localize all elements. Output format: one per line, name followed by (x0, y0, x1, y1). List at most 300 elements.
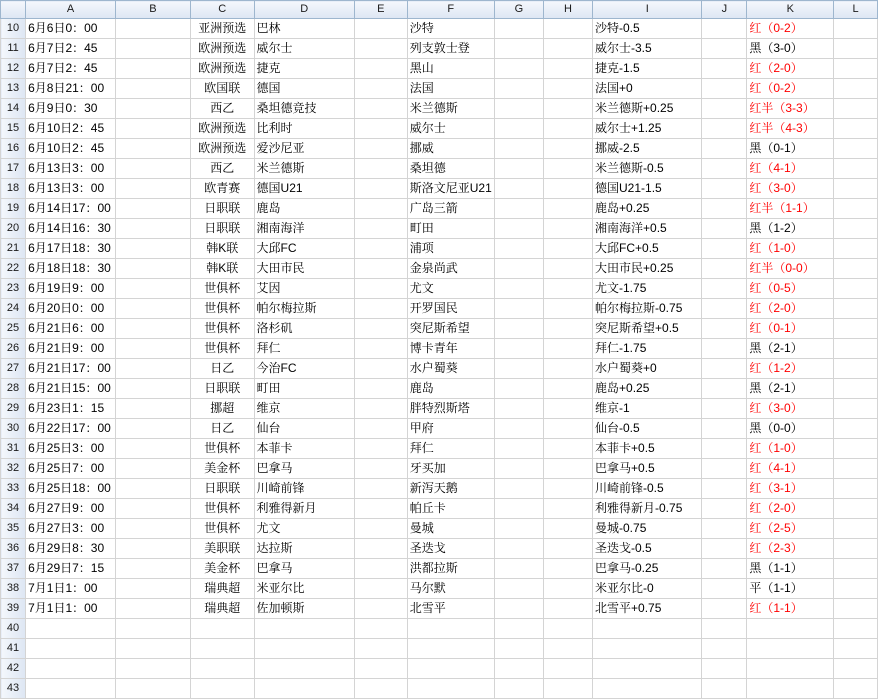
cell-handicap[interactable]: 法国+0 (593, 79, 702, 99)
cell-empty-b[interactable] (116, 659, 191, 679)
cell-away-team[interactable]: 米兰德斯 (407, 99, 494, 119)
cell-empty-b[interactable] (116, 219, 191, 239)
cell-league[interactable]: 挪超 (190, 399, 254, 419)
cell-empty-g[interactable] (494, 199, 543, 219)
cell-away-team[interactable]: 鹿岛 (407, 379, 494, 399)
table-row[interactable] (1, 279, 878, 299)
cell-handicap[interactable]: 北雪平+0.75 (593, 599, 702, 619)
cell-empty-e[interactable] (354, 479, 407, 499)
cell-home-team[interactable]: 利雅得新月 (254, 499, 354, 519)
cell-empty-b[interactable] (116, 379, 191, 399)
row-header[interactable]: 25 (1, 319, 26, 339)
table-row[interactable] (1, 59, 878, 79)
cell-empty-g[interactable] (494, 359, 543, 379)
cell-empty-l[interactable] (834, 299, 878, 319)
cell-empty-j[interactable] (702, 619, 747, 639)
cell-league[interactable]: 西乙 (190, 99, 254, 119)
table-row[interactable] (1, 619, 878, 639)
cell-date[interactable]: 6月23日1：15 (26, 399, 116, 419)
cell-result[interactable] (747, 679, 834, 699)
cell-date[interactable]: 6月7日2：45 (26, 59, 116, 79)
cell-home-team[interactable]: 今治FC (254, 359, 354, 379)
cell-empty-b[interactable] (116, 259, 191, 279)
cell-empty-l[interactable] (834, 79, 878, 99)
cell-away-team[interactable]: 新泻天鹅 (407, 479, 494, 499)
table-row[interactable] (1, 139, 878, 159)
cell-empty-h[interactable] (543, 259, 592, 279)
table-row[interactable] (1, 299, 878, 319)
cell-home-team[interactable]: 爱沙尼亚 (254, 139, 354, 159)
cell-empty-h[interactable] (543, 559, 592, 579)
cell-empty-h[interactable] (543, 279, 592, 299)
row-header[interactable]: 32 (1, 459, 26, 479)
cell-empty-g[interactable] (494, 339, 543, 359)
table-row[interactable] (1, 239, 878, 259)
cell-empty-b[interactable] (116, 319, 191, 339)
cell-handicap[interactable]: 米兰德斯-0.5 (593, 159, 702, 179)
cell-empty-e[interactable] (354, 119, 407, 139)
cell-empty-e[interactable] (354, 499, 407, 519)
cell-empty-e[interactable] (354, 339, 407, 359)
cell-empty-e[interactable] (354, 139, 407, 159)
cell-date[interactable]: 6月22日17：00 (26, 419, 116, 439)
table-row[interactable] (1, 159, 878, 179)
cell-handicap[interactable]: 德国U21-1.5 (593, 179, 702, 199)
cell-result[interactable]: 红（2-0） (747, 299, 834, 319)
cell-empty-e[interactable] (354, 579, 407, 599)
cell-empty-e[interactable] (354, 179, 407, 199)
cell-empty-l[interactable] (834, 679, 878, 699)
cell-empty-h[interactable] (543, 459, 592, 479)
cell-empty-j[interactable] (702, 479, 747, 499)
cell-result[interactable]: 红（0-2） (747, 19, 834, 39)
cell-empty-e[interactable] (354, 439, 407, 459)
cell-empty-b[interactable] (116, 559, 191, 579)
cell-league[interactable]: 瑞典超 (190, 579, 254, 599)
cell-result[interactable] (747, 659, 834, 679)
cell-empty-h[interactable] (543, 239, 592, 259)
column-header-B[interactable]: B (116, 1, 191, 19)
cell-empty-b[interactable] (116, 459, 191, 479)
row-header[interactable]: 37 (1, 559, 26, 579)
cell-date[interactable]: 6月10日2：45 (26, 119, 116, 139)
cell-empty-j[interactable] (702, 679, 747, 699)
cell-handicap[interactable]: 米兰德斯+0.25 (593, 99, 702, 119)
cell-home-team[interactable]: 巴拿马 (254, 559, 354, 579)
cell-empty-g[interactable] (494, 419, 543, 439)
row-header[interactable]: 34 (1, 499, 26, 519)
cell-empty-h[interactable] (543, 579, 592, 599)
cell-empty-b[interactable] (116, 479, 191, 499)
cell-home-team[interactable]: 帕尔梅拉斯 (254, 299, 354, 319)
cell-empty-b[interactable] (116, 399, 191, 419)
cell-league[interactable]: 日职联 (190, 379, 254, 399)
cell-away-team[interactable] (407, 619, 494, 639)
cell-handicap[interactable]: 尤文-1.75 (593, 279, 702, 299)
cell-empty-h[interactable] (543, 499, 592, 519)
cell-empty-e[interactable] (354, 199, 407, 219)
row-header[interactable]: 17 (1, 159, 26, 179)
cell-league[interactable]: 欧洲预选 (190, 39, 254, 59)
cell-league[interactable]: 欧国联 (190, 79, 254, 99)
cell-result[interactable]: 红（0-2） (747, 79, 834, 99)
cell-date[interactable] (26, 659, 116, 679)
cell-empty-l[interactable] (834, 59, 878, 79)
cell-empty-g[interactable] (494, 499, 543, 519)
cell-league[interactable]: 世俱杯 (190, 339, 254, 359)
cell-handicap[interactable]: 拜仁-1.75 (593, 339, 702, 359)
cell-result[interactable]: 黑（1-2） (747, 219, 834, 239)
cell-empty-e[interactable] (354, 619, 407, 639)
cell-empty-l[interactable] (834, 119, 878, 139)
table-row[interactable] (1, 39, 878, 59)
cell-empty-j[interactable] (702, 539, 747, 559)
cell-empty-l[interactable] (834, 539, 878, 559)
cell-date[interactable]: 6月10日2：45 (26, 139, 116, 159)
cell-league[interactable]: 日职联 (190, 199, 254, 219)
cell-empty-h[interactable] (543, 639, 592, 659)
cell-away-team[interactable]: 洪都拉斯 (407, 559, 494, 579)
cell-empty-e[interactable] (354, 19, 407, 39)
cell-empty-h[interactable] (543, 659, 592, 679)
column-header-I[interactable]: I (593, 1, 702, 19)
cell-result[interactable]: 红半（1-1） (747, 199, 834, 219)
cell-empty-b[interactable] (116, 519, 191, 539)
cell-empty-l[interactable] (834, 399, 878, 419)
cell-date[interactable]: 6月19日9：00 (26, 279, 116, 299)
cell-empty-l[interactable] (834, 319, 878, 339)
column-header-L[interactable]: L (834, 1, 878, 19)
cell-result[interactable] (747, 619, 834, 639)
column-header-H[interactable]: H (543, 1, 592, 19)
table-row[interactable] (1, 439, 878, 459)
cell-empty-g[interactable] (494, 39, 543, 59)
cell-home-team[interactable]: 鹿岛 (254, 199, 354, 219)
cell-league[interactable] (190, 619, 254, 639)
cell-empty-b[interactable] (116, 579, 191, 599)
cell-date[interactable]: 6月14日16：30 (26, 219, 116, 239)
cell-empty-b[interactable] (116, 139, 191, 159)
cell-empty-g[interactable] (494, 179, 543, 199)
cell-away-team[interactable]: 黑山 (407, 59, 494, 79)
cell-empty-g[interactable] (494, 299, 543, 319)
cell-empty-h[interactable] (543, 479, 592, 499)
cell-empty-g[interactable] (494, 319, 543, 339)
cell-date[interactable]: 6月21日17：00 (26, 359, 116, 379)
row-header[interactable]: 31 (1, 439, 26, 459)
cell-empty-b[interactable] (116, 599, 191, 619)
cell-date[interactable]: 6月21日9：00 (26, 339, 116, 359)
cell-away-team[interactable]: 拜仁 (407, 439, 494, 459)
cell-empty-e[interactable] (354, 419, 407, 439)
table-row[interactable] (1, 399, 878, 419)
cell-result[interactable]: 红半（3-3） (747, 99, 834, 119)
cell-empty-g[interactable] (494, 19, 543, 39)
row-header[interactable]: 41 (1, 639, 26, 659)
cell-handicap[interactable]: 鹿岛+0.25 (593, 199, 702, 219)
cell-empty-l[interactable] (834, 239, 878, 259)
cell-empty-g[interactable] (494, 519, 543, 539)
cell-handicap[interactable] (593, 639, 702, 659)
cell-home-team[interactable]: 艾因 (254, 279, 354, 299)
cell-empty-h[interactable] (543, 599, 592, 619)
cell-date[interactable]: 6月29日8：30 (26, 539, 116, 559)
table-row[interactable] (1, 599, 878, 619)
cell-result[interactable]: 红（0-5） (747, 279, 834, 299)
cell-league[interactable]: 世俱杯 (190, 499, 254, 519)
cell-result[interactable]: 黑（2-1） (747, 339, 834, 359)
cell-empty-l[interactable] (834, 659, 878, 679)
table-row[interactable] (1, 659, 878, 679)
cell-empty-l[interactable] (834, 619, 878, 639)
cell-league[interactable]: 世俱杯 (190, 319, 254, 339)
cell-empty-e[interactable] (354, 519, 407, 539)
cell-away-team[interactable]: 挪威 (407, 139, 494, 159)
table-row[interactable] (1, 339, 878, 359)
cell-empty-j[interactable] (702, 219, 747, 239)
cell-empty-g[interactable] (494, 479, 543, 499)
cell-empty-h[interactable] (543, 619, 592, 639)
cell-empty-e[interactable] (354, 359, 407, 379)
cell-date[interactable]: 6月27日3：00 (26, 519, 116, 539)
cell-date[interactable]: 6月25日7：00 (26, 459, 116, 479)
cell-away-team[interactable]: 桑坦德 (407, 159, 494, 179)
cell-result[interactable]: 平（1-1） (747, 579, 834, 599)
cell-home-team[interactable]: 大田市民 (254, 259, 354, 279)
cell-empty-j[interactable] (702, 379, 747, 399)
cell-result[interactable]: 红（2-5） (747, 519, 834, 539)
cell-handicap[interactable]: 巴拿马+0.5 (593, 459, 702, 479)
cell-away-team[interactable]: 圣迭戈 (407, 539, 494, 559)
cell-home-team[interactable]: 巴拿马 (254, 459, 354, 479)
cell-empty-h[interactable] (543, 399, 592, 419)
table-row[interactable] (1, 359, 878, 379)
cell-home-team[interactable]: 湘南海洋 (254, 219, 354, 239)
row-header[interactable]: 13 (1, 79, 26, 99)
cell-home-team[interactable]: 仙台 (254, 419, 354, 439)
cell-empty-b[interactable] (116, 359, 191, 379)
cell-empty-e[interactable] (354, 399, 407, 419)
cell-empty-g[interactable] (494, 99, 543, 119)
cell-result[interactable]: 红（3-0） (747, 179, 834, 199)
cell-handicap[interactable]: 大邱FC+0.5 (593, 239, 702, 259)
cell-away-team[interactable]: 突尼斯希望 (407, 319, 494, 339)
cell-home-team[interactable]: 本菲卡 (254, 439, 354, 459)
cell-empty-h[interactable] (543, 379, 592, 399)
cell-handicap[interactable]: 突尼斯希望+0.5 (593, 319, 702, 339)
row-header[interactable]: 30 (1, 419, 26, 439)
row-header[interactable]: 22 (1, 259, 26, 279)
table-row[interactable] (1, 539, 878, 559)
cell-empty-b[interactable] (116, 499, 191, 519)
cell-empty-e[interactable] (354, 459, 407, 479)
column-header-A[interactable]: A (26, 1, 116, 19)
cell-date[interactable]: 6月21日15：00 (26, 379, 116, 399)
cell-empty-j[interactable] (702, 159, 747, 179)
cell-date[interactable] (26, 679, 116, 699)
cell-empty-j[interactable] (702, 359, 747, 379)
cell-home-team[interactable]: 桑坦德竞技 (254, 99, 354, 119)
cell-empty-j[interactable] (702, 79, 747, 99)
cell-away-team[interactable] (407, 679, 494, 699)
table-row[interactable] (1, 179, 878, 199)
cell-away-team[interactable]: 威尔士 (407, 119, 494, 139)
cell-empty-l[interactable] (834, 279, 878, 299)
cell-handicap[interactable]: 维京-1 (593, 399, 702, 419)
cell-empty-j[interactable] (702, 559, 747, 579)
cell-league[interactable]: 美金杯 (190, 459, 254, 479)
cell-empty-e[interactable] (354, 679, 407, 699)
cell-away-team[interactable]: 博卡青年 (407, 339, 494, 359)
cell-home-team[interactable] (254, 679, 354, 699)
cell-result[interactable]: 黑（1-1） (747, 559, 834, 579)
cell-empty-g[interactable] (494, 159, 543, 179)
cell-away-team[interactable] (407, 659, 494, 679)
table-row[interactable] (1, 519, 878, 539)
cell-empty-h[interactable] (543, 199, 592, 219)
cell-league[interactable]: 日职联 (190, 219, 254, 239)
table-row[interactable] (1, 199, 878, 219)
cell-empty-j[interactable] (702, 339, 747, 359)
cell-empty-l[interactable] (834, 419, 878, 439)
cell-empty-g[interactable] (494, 139, 543, 159)
cell-empty-l[interactable] (834, 139, 878, 159)
cell-handicap[interactable]: 曼城-0.75 (593, 519, 702, 539)
row-header[interactable]: 16 (1, 139, 26, 159)
row-header[interactable]: 26 (1, 339, 26, 359)
cell-empty-b[interactable] (116, 619, 191, 639)
cell-league[interactable]: 美职联 (190, 539, 254, 559)
cell-empty-e[interactable] (354, 559, 407, 579)
cell-result[interactable]: 红（3-1） (747, 479, 834, 499)
cell-empty-g[interactable] (494, 579, 543, 599)
cell-empty-e[interactable] (354, 259, 407, 279)
cell-home-team[interactable]: 拜仁 (254, 339, 354, 359)
cell-date[interactable]: 6月25日3：00 (26, 439, 116, 459)
cell-away-team[interactable]: 牙买加 (407, 459, 494, 479)
cell-away-team[interactable]: 法国 (407, 79, 494, 99)
cell-empty-e[interactable] (354, 639, 407, 659)
row-header[interactable]: 35 (1, 519, 26, 539)
cell-empty-g[interactable] (494, 439, 543, 459)
cell-empty-j[interactable] (702, 119, 747, 139)
cell-empty-j[interactable] (702, 39, 747, 59)
cell-empty-h[interactable] (543, 99, 592, 119)
cell-empty-h[interactable] (543, 119, 592, 139)
cell-home-team[interactable]: 町田 (254, 379, 354, 399)
cell-home-team[interactable]: 达拉斯 (254, 539, 354, 559)
cell-empty-j[interactable] (702, 59, 747, 79)
table-row[interactable] (1, 559, 878, 579)
column-header-G[interactable]: G (494, 1, 543, 19)
cell-empty-l[interactable] (834, 159, 878, 179)
cell-result[interactable]: 红（1-0） (747, 239, 834, 259)
table-row[interactable] (1, 19, 878, 39)
cell-empty-e[interactable] (354, 159, 407, 179)
cell-away-team[interactable]: 胖特烈斯塔 (407, 399, 494, 419)
row-header[interactable]: 27 (1, 359, 26, 379)
table-row[interactable] (1, 379, 878, 399)
cell-league[interactable] (190, 679, 254, 699)
cell-empty-l[interactable] (834, 559, 878, 579)
cell-empty-l[interactable] (834, 199, 878, 219)
cell-league[interactable]: 日职联 (190, 479, 254, 499)
cell-home-team[interactable]: 德国U21 (254, 179, 354, 199)
cell-date[interactable]: 6月13日3：00 (26, 159, 116, 179)
cell-home-team[interactable]: 巴林 (254, 19, 354, 39)
cell-league[interactable]: 欧洲预选 (190, 59, 254, 79)
table-row[interactable] (1, 419, 878, 439)
cell-empty-j[interactable] (702, 299, 747, 319)
cell-empty-h[interactable] (543, 139, 592, 159)
cell-empty-l[interactable] (834, 339, 878, 359)
cell-empty-b[interactable] (116, 439, 191, 459)
cell-date[interactable]: 6月18日18：30 (26, 259, 116, 279)
cell-result[interactable]: 黑（2-1） (747, 379, 834, 399)
cell-empty-h[interactable] (543, 79, 592, 99)
cell-empty-b[interactable] (116, 539, 191, 559)
cell-empty-j[interactable] (702, 179, 747, 199)
cell-home-team[interactable]: 大邱FC (254, 239, 354, 259)
cell-home-team[interactable] (254, 619, 354, 639)
table-row[interactable] (1, 639, 878, 659)
table-row[interactable] (1, 679, 878, 699)
row-header[interactable]: 40 (1, 619, 26, 639)
cell-result[interactable]: 红（1-2） (747, 359, 834, 379)
cell-home-team[interactable] (254, 639, 354, 659)
cell-empty-h[interactable] (543, 39, 592, 59)
cell-empty-b[interactable] (116, 119, 191, 139)
cell-date[interactable] (26, 639, 116, 659)
cell-result[interactable]: 红（0-1） (747, 319, 834, 339)
row-header[interactable]: 28 (1, 379, 26, 399)
cell-empty-j[interactable] (702, 519, 747, 539)
row-header[interactable]: 15 (1, 119, 26, 139)
cell-result[interactable]: 红（4-1） (747, 159, 834, 179)
row-header[interactable]: 12 (1, 59, 26, 79)
cell-league[interactable]: 韩K联 (190, 259, 254, 279)
cell-empty-e[interactable] (354, 599, 407, 619)
cell-away-team[interactable]: 帕丘卡 (407, 499, 494, 519)
cell-empty-j[interactable] (702, 439, 747, 459)
row-header[interactable]: 18 (1, 179, 26, 199)
cell-home-team[interactable]: 米兰德斯 (254, 159, 354, 179)
cell-empty-g[interactable] (494, 679, 543, 699)
cell-handicap[interactable]: 仙台-0.5 (593, 419, 702, 439)
cell-handicap[interactable]: 川崎前锋-0.5 (593, 479, 702, 499)
column-header-J[interactable]: J (702, 1, 747, 19)
cell-empty-e[interactable] (354, 379, 407, 399)
cell-home-team[interactable]: 米亚尔比 (254, 579, 354, 599)
cell-empty-j[interactable] (702, 579, 747, 599)
cell-league[interactable]: 欧青赛 (190, 179, 254, 199)
cell-empty-g[interactable] (494, 559, 543, 579)
cell-handicap[interactable]: 威尔士-3.5 (593, 39, 702, 59)
table-row[interactable] (1, 499, 878, 519)
cell-handicap[interactable]: 威尔士+1.25 (593, 119, 702, 139)
column-header-F[interactable]: F (407, 1, 494, 19)
cell-league[interactable]: 世俱杯 (190, 299, 254, 319)
cell-empty-b[interactable] (116, 639, 191, 659)
cell-empty-h[interactable] (543, 299, 592, 319)
cell-date[interactable]: 7月1日1：00 (26, 599, 116, 619)
cell-handicap[interactable] (593, 619, 702, 639)
cell-away-team[interactable]: 马尔默 (407, 579, 494, 599)
cell-empty-h[interactable] (543, 59, 592, 79)
cell-result[interactable]: 红（2-0） (747, 499, 834, 519)
column-header-E[interactable]: E (354, 1, 407, 19)
cell-empty-j[interactable] (702, 239, 747, 259)
